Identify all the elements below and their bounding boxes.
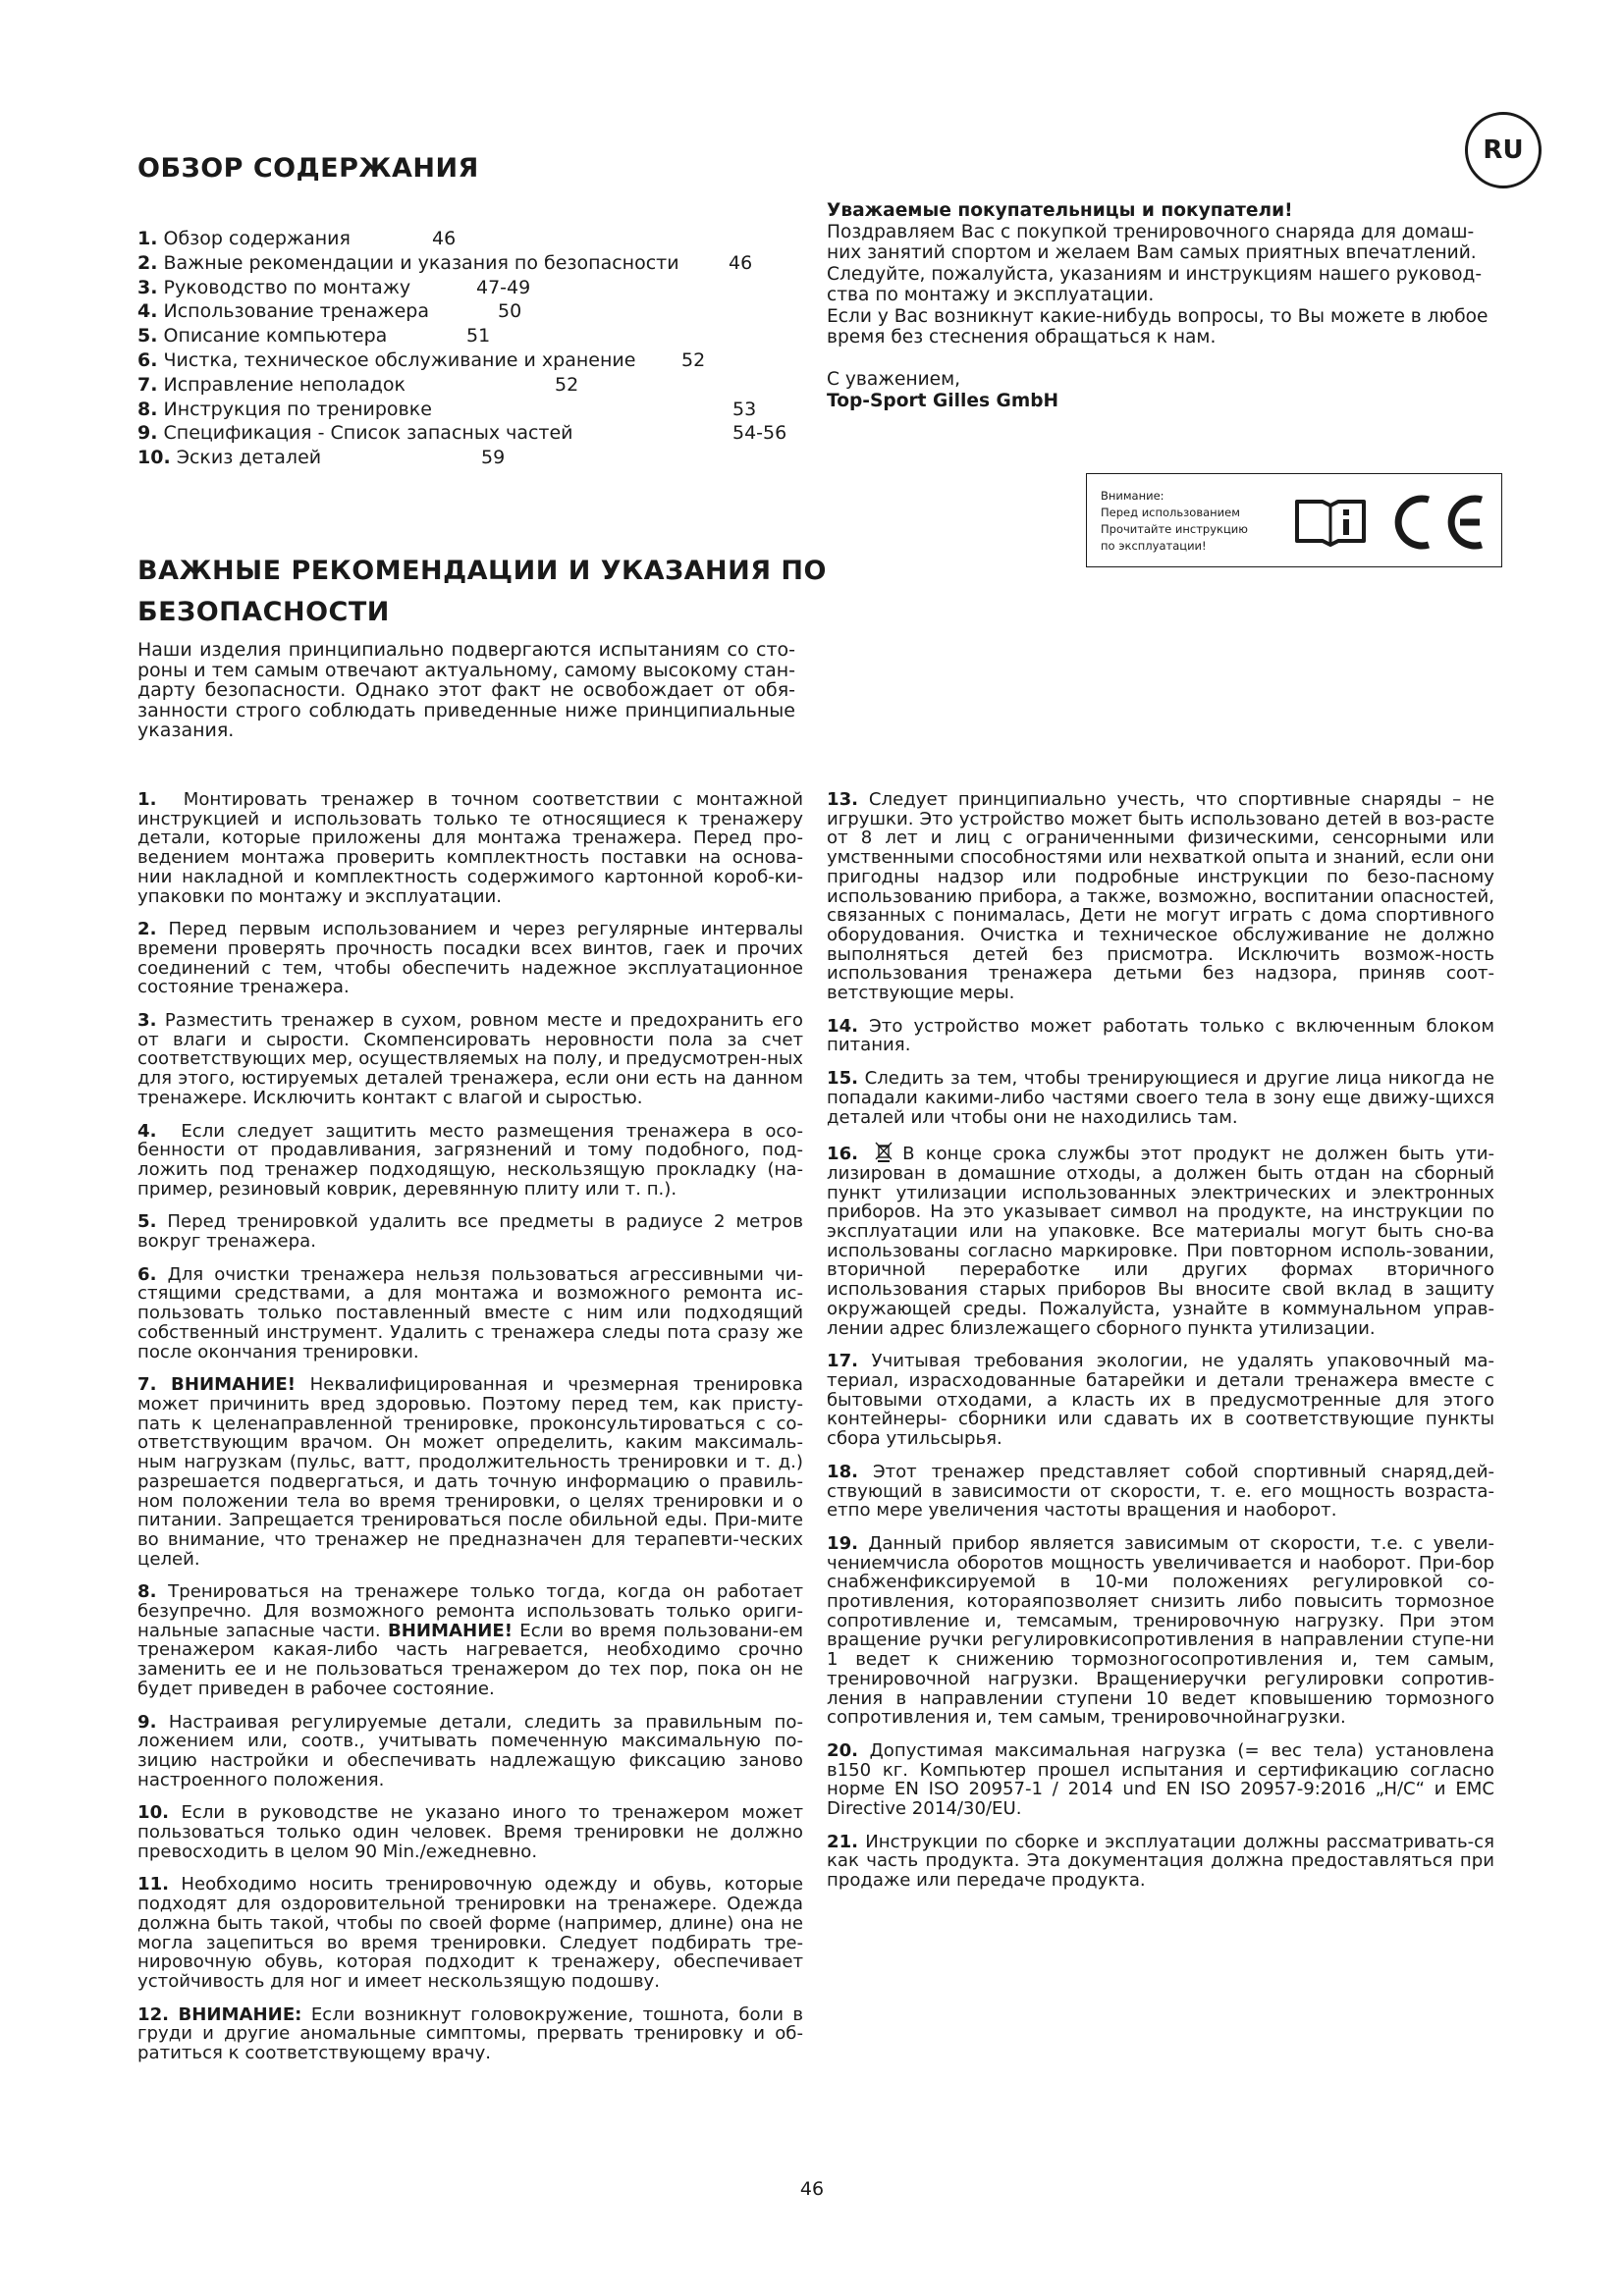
toc-item: 4. Использование тренажера 50 [137,300,522,323]
safety-item: 17. Учитывая требования экологии, не удалять упаковочный ма-териал, израсходованные батарейки и детали тренажера вместе с бытовыми отходами, а класть их в предусмотренные для этого контейнеры- сборники или сдавать их в соответствующие пункты сбора утильсырья. [827,1351,1494,1450]
safety-item: 15. Следить за тем, чтобы тренирующиеся и другие лица никогда не попадали какими-либо частями своего тела в зону еще движу-щихся деталей или чтобы они не находились там. [827,1068,1494,1128]
safety-column-right [827,790,1494,1904]
safety-item: 21. Инструкции по сборке и эксплуатации должны рассматривать-ся как часть продукта. Эта документация должна предоставляться при продаже или передаче продукта. [827,1831,1494,1892]
safety-item: 20. Допустимая максимальная нагрузка (= вес тела) установлена в150 кг. Компьютер прошел испытания и сертификацию согласно норме EN ISO 20957-1 / 2014 und EN ISO 20957-9:2016 „H/C“ и EMC Directive 2014/30/EU. [827,1739,1494,1820]
safety-item: 8. Тренироваться на тренажере только тогда, когда он работает безупречно. Для возможного ремонта использовать только ориги-нальные запасные части. ВНИМАНИЕ! Если во время пользовани-ем тренажером какая-либо часть нагревается, необходимо срочно заменить ее и не пользоваться тренажером до тех пор, пока он не будет приведен в рабочее состояние. [137,1581,803,1699]
greeting-heading: Уважаемые покупательницы и покупатели! [827,200,1293,221]
greeting-line: них занятий спортом и желаем Вам самых приятных впечатлений. [827,242,1477,263]
safety-title-line-2: БЕЗОПАСНОСТИ [137,597,390,627]
safety-item: 10. Если в руководстве не указано иного то тренажером может пользоваться только один человек. Время тренировки не должно превосходить в целом 90 Min./ежедневно. [137,1802,803,1862]
greeting-line: Поздравляем Вас с покупкой тренировочного снаряда для домаш- [827,221,1475,242]
safety-title-line-1: ВАЖНЫЕ РЕКОМЕНДАЦИИ И УКАЗАНИЯ ПО [137,556,827,586]
safety-item: 9. Настраивая регулируемые детали, следить за правильным по-ложением или, соотв., учитывать помеченную максимальную по-зицию настройки и обеспечивать надлежащую фиксацию заново настроенного положения. [137,1711,803,1790]
ce-mark-icon [1381,494,1489,551]
greeting-line: Следуйте, пожалуйста, указаниям и инструкциям нашего руковод- [827,263,1483,285]
toc-item: 2. Важные рекомендации и указания по безопасности 46 [137,251,753,274]
greeting-line: Если у Вас возникнут какие-нибудь вопросы, то Вы можете в любое [827,305,1489,327]
greeting-line: ства по монтажу и эксплуатации. [827,285,1155,305]
toc-item: 5. Описание компьютера 51 [137,325,491,347]
safety-item: 4. Если следует защитить место размещения тренажера в осо-бенности от продавливания, загрязнений и тому подобного, под-ложить под тренажер подходящую, нескользящую прокладку (на-пример, резиновый коврик, деревянную плиту или т. п.). [137,1120,803,1200]
greeting-line: время без стеснения обращаться к нам. [827,327,1217,347]
toc-item: 7. Исправление неполадок 52 [137,373,579,396]
language-badge: RU [1465,112,1542,188]
toc-item: 6. Чистка, техническое обслуживание и хранение 52 [137,348,706,371]
safety-item: 12. ВНИМАНИЕ: Если возникнут головокружение, тошнота, боли в груди и другие аномальные симптомы, прервать тренировку и об-ратиться к соответствующему врачу. [137,2003,803,2064]
safety-column-left [137,790,803,2077]
safety-item: 19. Данный прибор является зависимым от скорости, т.е. с увели-чениемчисла оборотов мощность увеличивается и наоборот. При-бор снабженфиксируемой в 10-ми положениях регулировкой со-противления, котораяпозволяет снизить либо повысить тормозное сопротивление и, темсамым, тренировочную нагрузку. При этом вращение ручки регулировкисопротивления в направлении ступе-ни 1 ведет к снижению тормозногосопротивления и, тем самым, тренировочной нагрузки. Вращениеручки регулировки сопротив-ления в направлении ступени 10 ведет кповышению тормозного сопротивления и, тем самым, тренировочнойнагрузки. [827,1532,1494,1729]
toc-item: 8. Инструкция по тренировке 53 [137,398,757,420]
toc-item: 3. Руководство по монтажу 47-49 [137,276,531,298]
crossed-bin-icon [875,1141,893,1162]
safety-item: 7. ВНИМАНИЕ! Неквалифицированная и чрезмерная тренировка может причинить вред здоровью. Поэтому перед тем, как присту-пать к целенаправленной тренировке, проконсультироваться с со-ответствующим врачом. Он может определить, каким максималь-ным нагрузкам (пульс, ватт, продолжительность тренировки и т. д.) разрешается подвергаться, и дать точную информацию о правиль-ном положении тела во время тренировки, о целях тренировки и о питании. Запрещается тренироваться после обильной еды. При-мите во внимание, что тренажер не предназначен для терапевти-ческих целей. [137,1374,803,1570]
safety-item: 1. Монтировать тренажер в точном соответствии с монтажной инструкцией и использовать только те относящиеся к тренажеру детали, которые приложены для монтажа тренажера. Перед про-ведением монтажа проверить комплектность поставки на основа-нии накладной и комплектность содержимого картонной короб-ки-упаковки по монтажу и эксплуатации. [137,789,803,907]
book-info-icon [1293,496,1368,547]
toc-item: 1. Обзор содержания 46 [137,228,457,249]
safety-item: 18. Этот тренажер представляет собой спортивный снаряд,дей-ствующий в зависимости от скорости, т. е. его мощность возраста-етпо мере увеличения частоты вращения и наоборот. [827,1461,1494,1522]
greeting-company: Top-Sport Gilles GmbH [827,390,1059,411]
safety-item: 13. Следует принципиально учесть, что спортивные снаряды – не игрушки. Это устройство может быть использовано детей в воз-расте от 8 лет и лиц с ограниченными физическими, сенсорными или умственными способностями или нехваткой опыта и знаний, если они пригодны надзор или подробные инструкции по безо-пасному использованию прибора, а также, возможно, воспитании опасностей, связанных с понималась, Дети не могут играть с дома спортивного оборудования. Очистка и техническое обслуживание не должно выполняться детей без присмотра. Исключить возмож-ность использования тренажера детьми без надзора, приняв соот-ветствующие меры. [827,789,1494,1004]
toc-title: ОБЗОР СОДЕРЖАНИЯ [137,153,479,184]
greeting-block [827,200,1494,411]
safety-item: 11. Необходимо носить тренировочную одежду и обувь, которые подходят для оздоровительной тренировки на тренажере. Одежда должна быть такой, чтобы по своей форме (например, длине) она не могла зацепиться во время тренировки. Следует подбирать тре-нировочную обувь, которая подходит к тренажеру, обеспечивает устойчивость для ног и имеет нескользящую подошву. [137,1874,803,1992]
notice-box [1086,473,1502,567]
safety-intro: Наши изделия принципиально подвергаются испытаниям со сто-роны и тем самым отвечают актуальному, самому высокому стан-дарту безопасности. Однако этот факт не освобождает от обя-занности строго соблюдать приведенные ниже принципиальные указания. [137,639,795,741]
safety-item: 6. Для очистки тренажера нельзя пользоваться агрессивными чи-стящими средствами, а для монтажа и возможного ремонта ис-пользовать только поставленный вместе с ним или подходящий собственный инструмент. Удалить с тренажера следы пота сразу же после окончания тренировки. [137,1263,803,1362]
safety-item: 5. Перед тренировкой удалить все предметы в радиусе 2 метров вокруг тренажера. [137,1211,803,1253]
notice-text: Внимание: Перед использованием Прочитайте инструкцию по эксплуатации! [1101,489,1248,553]
safety-item: 16. В конце срока службы этот продукт не должен быть ути-лизирован в домашние отходы, а должен быть отдан на сборный пункт утилизации использованных электрических и электронных приборов. На это указывает символ на продукте, на инструкции по эксплуатации или на упаковке. Все материалы могут быть сно-ва использованы согласно маркировке. При повторном исполь-зовании, вторичной переработке или других формах вторичного использования старых приборов Вы вносите свой вклад в защиту окружающей среды. Пожалуйста, узнайте в коммунальном управ-лении адрес близлежащего сборного пункта утилизации. [827,1141,1494,1338]
safety-item: 14. Это устройство может работать только с включенным блоком питания. [827,1015,1494,1056]
greeting-regards: С уважением, [827,369,961,390]
toc-item: 10. Эскиз деталей 59 [137,447,506,469]
toc-item: 9. Спецификация - Список запасных частей 54-56 [137,422,787,445]
safety-item: 3. Разместить тренажер в сухом, ровном месте и предохранить его от влаги и сырости. Скомпенсировать неровности пола за счет соответствующих мер, осуществляемых на полу, и предусмотрен-ных для этого, юстируемых деталей тренажера, если они есть на данном тренажере. Исключить контакт с влагой и сыростью. [137,1010,803,1108]
safety-item: 2. Перед первым использованием и через регулярные интервалы времени проверять прочность посадки всех винтов, гаек и прочих соединений с тем, чтобы обеспечить надежное эксплуатационное состояние тренажера. [137,919,803,998]
page-number: 46 [799,2178,825,2200]
toc-list [137,227,805,470]
